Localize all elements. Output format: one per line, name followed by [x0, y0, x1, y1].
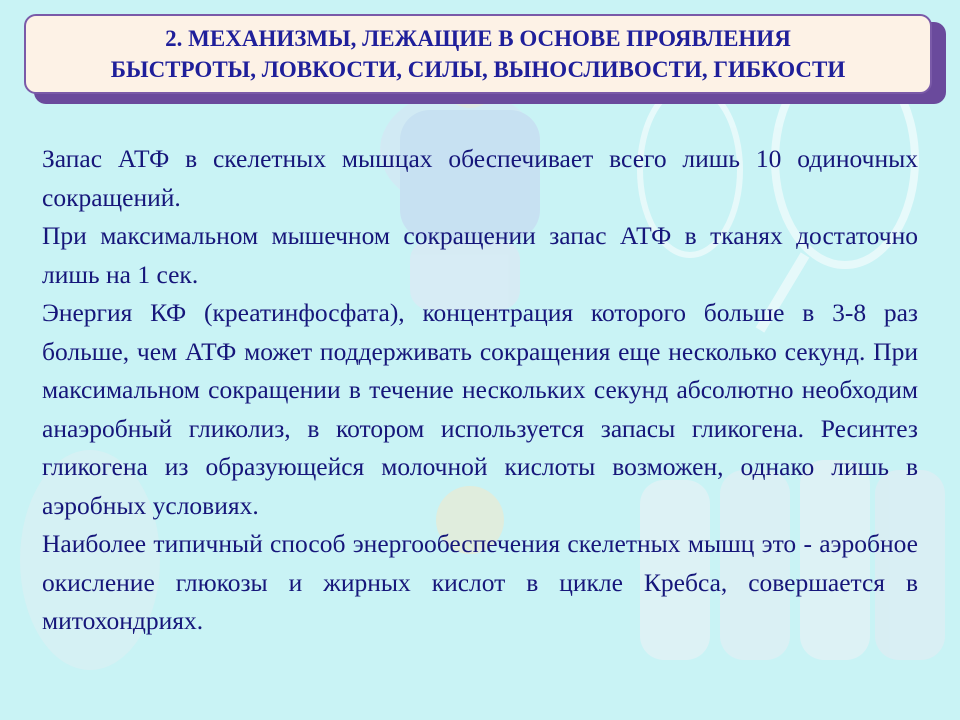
paragraph-creatine-phosphate: Энергия КФ (креатинфосфата), концентрация которого больше в 3-8 раз больше, чем АТФ может поддерживать сокращения еще несколько секунд. При максимальном сокращении в течение нескольких секунд абсолютно необходим анаэробный гликолиз, в котором используется запасы гликогена. Ресинтез гликогена из образующейся молочной кислоты возможен, однако лишь в аэробных условиях. — [42, 298, 918, 520]
title-line-1: 2. МЕХАНИЗМЫ, ЛЕЖАЩИЕ В ОСНОВЕ ПРОЯВЛЕНИЯ — [165, 26, 791, 51]
paragraph-max-contraction: При максимальном мышечном сокращении запас АТФ в тканях достаточно лишь на 1 сек. — [42, 221, 918, 289]
paragraph-atp-reserve: Запас АТФ в скелетных мышцах обеспечивает всего лишь 10 одиночных сокращений. — [42, 144, 918, 212]
slide-body — [42, 140, 918, 641]
title-box — [24, 14, 932, 94]
paragraph-aerobic-oxidation: Наиболее типичный способ энергообеспечения скелетных мышц это - аэробное окисление глюкозы и жирных кислот в цикле Кребса, совершается в митохондриях. — [42, 529, 918, 635]
title-line-2: БЫСТРОТЫ, ЛОВКОСТИ, СИЛЫ, ВЫНОСЛИВОСТИ, ГИБКОСТИ — [110, 57, 846, 82]
slide-title — [111, 23, 845, 85]
